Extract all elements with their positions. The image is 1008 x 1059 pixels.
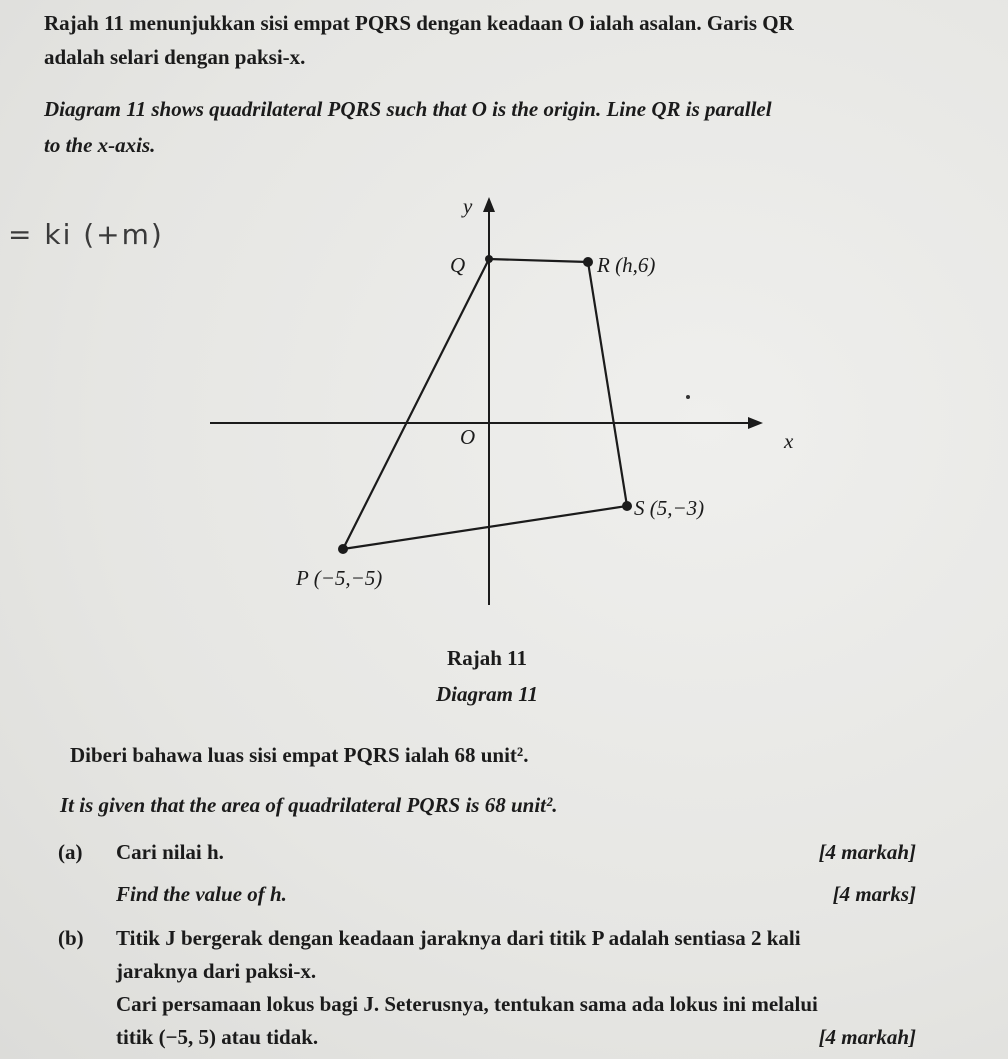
- part-b-line-3: Cari persamaan lokus bagi J. Seterusnya, tentukan sama ada lokus ini melalui: [116, 992, 818, 1016]
- part-a-en: Find the value of h.: [116, 882, 287, 906]
- part-a-marks-ms: [4 markah]: [818, 840, 916, 864]
- point-p: [338, 544, 348, 554]
- quadrilateral-pqrs: [343, 259, 627, 549]
- x-axis-label: x: [784, 429, 794, 453]
- point-s: [622, 501, 632, 511]
- part-b-line-2: jaraknya dari paksi-x.: [116, 959, 317, 983]
- caption-ms: Rajah 11: [447, 646, 527, 670]
- part-a-marks-en: [4 marks]: [832, 882, 916, 906]
- y-axis-arrow: [483, 197, 495, 212]
- handwritten-note: = ki (+m): [8, 218, 164, 251]
- intro-ms-line-1: Rajah 11 menunjukkan sisi empat PQRS dengan keadaan O ialah asalan. Garis QR: [44, 11, 794, 35]
- origin-label: O: [460, 425, 476, 449]
- part-a-label: (a): [58, 840, 83, 864]
- part-a-ms: Cari nilai h.: [116, 840, 224, 864]
- point-q: [485, 255, 493, 263]
- part-b-line-1: Titik J bergerak dengan keadaan jaraknya dari titik P adalah sentiasa 2 kali: [116, 926, 801, 950]
- intro-en-line-2: to the x-axis.: [44, 133, 156, 157]
- point-p-label: P (−5,−5): [296, 566, 383, 590]
- intro-ms-line-2: adalah selari dengan paksi-x.: [44, 45, 306, 69]
- part-b-line-4: titik (−5, 5) atau tidak.: [116, 1025, 319, 1049]
- given-ms: Diberi bahawa luas sisi empat PQRS ialah 68 unit².: [70, 743, 529, 767]
- point-r: [583, 257, 593, 267]
- x-axis-arrow: [748, 417, 763, 429]
- part-b-marks-ms: [4 markah]: [818, 1025, 916, 1049]
- point-s-label: S (5,−3): [634, 496, 705, 520]
- given-en: It is given that the area of quadrilateral PQRS is 68 unit².: [60, 793, 558, 817]
- point-r-label: R (h,6): [597, 253, 656, 277]
- caption-en: Diagram 11: [435, 682, 539, 706]
- point-q-label: Q: [450, 253, 466, 277]
- stray-dot: [686, 395, 690, 399]
- intro-en-line-1: Diagram 11 shows quadrilateral PQRS such that O is the origin. Line QR is parallel: [44, 97, 772, 121]
- part-b-label: (b): [58, 926, 84, 950]
- y-axis-label: y: [463, 194, 473, 218]
